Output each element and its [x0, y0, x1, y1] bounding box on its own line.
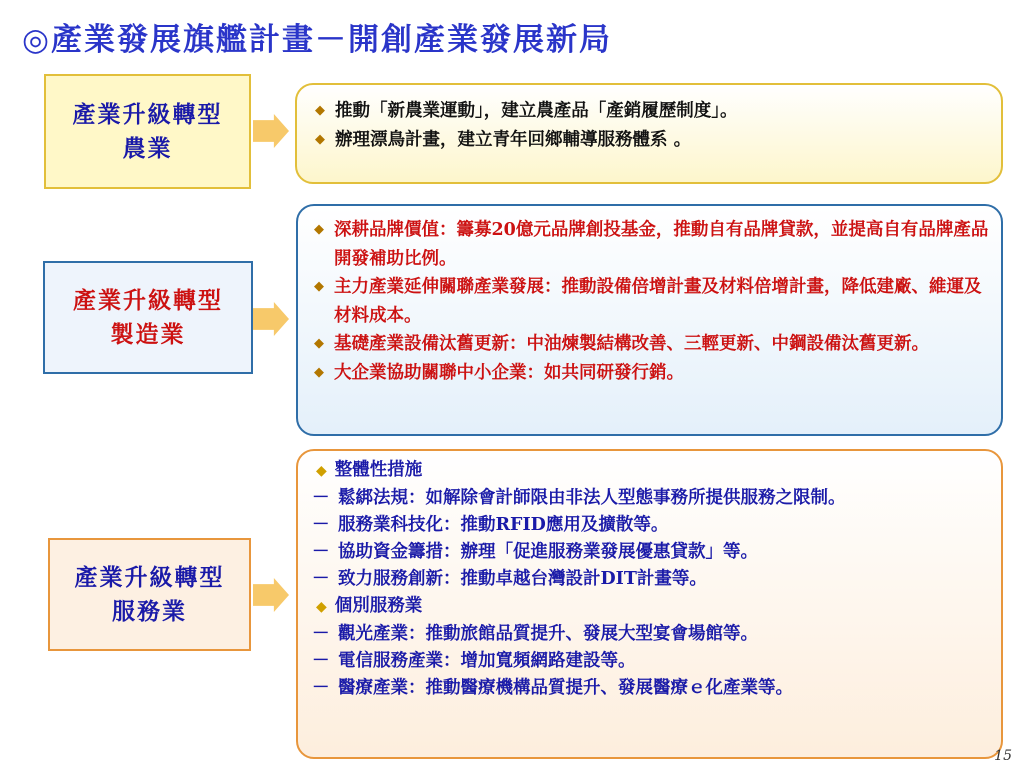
group-heading	[312, 457, 991, 485]
list-item	[312, 648, 991, 675]
diamond-bullet-icon: ◆	[316, 463, 327, 479]
diamond-bullet-icon: ◆	[314, 364, 324, 380]
list-item	[312, 621, 991, 648]
list-item-text: 基礎產業設備汰舊更新：中油煉製結構改善、三輕更新、中鋼設備汰舊更新。	[334, 334, 929, 354]
content-services	[296, 449, 1003, 759]
label-agriculture	[44, 74, 251, 189]
list-item-text: 推動「新農業運動」，建立農產品「產銷履歷制度」。	[335, 101, 738, 121]
label-manufacturing-line1: 產業升級轉型	[73, 286, 223, 314]
list-item	[314, 330, 991, 359]
dash-bullet: －	[312, 542, 330, 562]
dash-bullet: －	[312, 651, 330, 671]
list-item-text: 醫療產業：推動醫療機構品質提升、發展醫療ｅ化產業等。	[338, 678, 793, 698]
diamond-bullet-icon: ◆	[314, 336, 324, 351]
list-item	[312, 512, 991, 539]
label-manufacturing	[43, 261, 253, 374]
list-item	[312, 485, 991, 512]
list-item-text: 辦理漂鳥計畫，建立青年回鄉輔導服務體系 。	[335, 129, 692, 150]
diamond-bullet-icon: ◆	[316, 599, 327, 615]
list-item-text: 服務業科技化：推動RFID應用及擴散等。	[338, 515, 669, 535]
label-agriculture-line2: 農業	[122, 134, 173, 162]
arrow-right-icon	[253, 114, 289, 148]
list-item	[314, 359, 991, 388]
list-item-text: 大企業協助關聯中小企業：如共同研發行銷。	[334, 362, 684, 383]
slide-title: ◎產業發展旗艦計畫－開創產業發展新局	[22, 22, 613, 58]
list-item-text: 協助資金籌措：辦理「促進服務業發展優惠貸款」等。	[338, 542, 758, 562]
group-heading-text: 整體性措施	[334, 460, 423, 480]
diamond-bullet-icon: ◆	[314, 222, 324, 237]
group-heading-text: 個別服務業	[334, 596, 423, 616]
list-item	[312, 675, 991, 702]
list-item-text: 致力服務創新：推動卓越台灣設計DIT計畫等。	[338, 569, 707, 589]
list-item	[314, 273, 991, 330]
list-item	[315, 126, 991, 155]
list-item	[312, 566, 991, 593]
list-item-text: 鬆綁法規：如解除會計師限由非法人型態事務所提供服務之限制。	[338, 488, 846, 508]
content-manufacturing	[296, 204, 1003, 436]
dash-bullet: －	[312, 624, 330, 644]
list-item-text: 電信服務產業：增加寬頻網路建設等。	[338, 651, 636, 671]
label-manufacturing-line2: 製造業	[110, 320, 186, 348]
list-item	[312, 539, 991, 566]
dash-bullet: －	[312, 488, 330, 508]
dash-bullet: －	[312, 569, 330, 589]
arrow-right-icon	[253, 578, 289, 612]
label-agriculture-line1: 產業升級轉型	[72, 100, 223, 128]
content-agriculture	[295, 83, 1003, 184]
label-services	[48, 538, 251, 651]
page-number: 15	[994, 748, 1012, 764]
arrow-right-icon	[253, 302, 289, 336]
dash-bullet: －	[312, 678, 330, 698]
label-services-line2: 服務業	[112, 597, 187, 625]
list-item-text: 觀光產業：推動旅館品質提升、發展大型宴會場館等。	[338, 624, 758, 644]
diamond-bullet-icon: ◆	[315, 131, 325, 147]
list-item	[315, 97, 991, 126]
list-item	[314, 216, 991, 273]
list-item-text: 深耕品牌價值：籌募20億元品牌創投基金，推動自有品牌貸款，並提高自有品牌產品開發補助比例。	[334, 220, 989, 269]
list-item-text: 主力產業延伸關聯產業發展：推動設備倍增計畫及材料倍增計畫，降低建廠、維運及材料成本。	[334, 277, 982, 326]
dash-bullet: －	[312, 515, 330, 535]
diamond-bullet-icon: ◆	[315, 103, 325, 118]
group-heading	[312, 593, 991, 621]
diamond-bullet-icon: ◆	[314, 279, 324, 294]
label-services-line1: 產業升級轉型	[74, 563, 225, 591]
